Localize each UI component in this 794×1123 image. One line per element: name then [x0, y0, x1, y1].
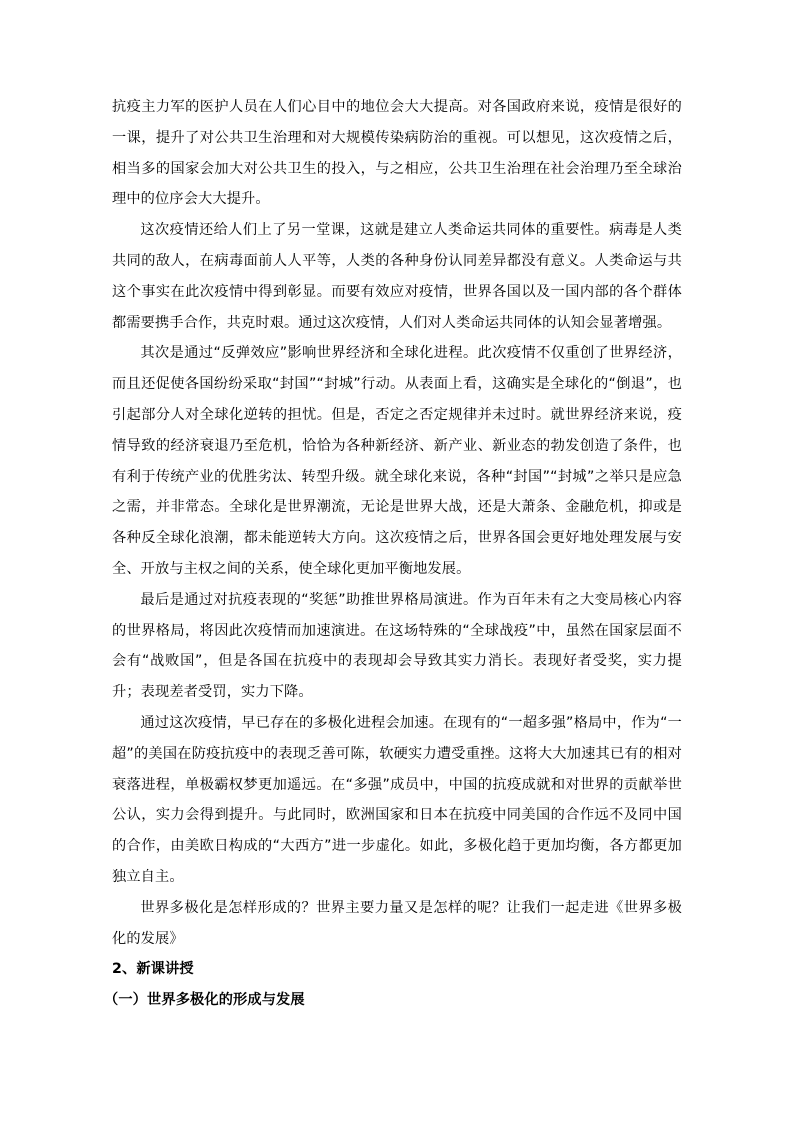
paragraph-3: 其次是通过“反弹效应”影响世界经济和全球化进程。此次疫情不仅重创了世界经济，而且还促使各国纷纷采取“封国”“封城”行动。从表面上看，这确实是全球化的“倒退”，也引起部分人对全球化逆转的担忧。但是，否定之否定规律并未过时。就世界经济来说，疫情导致的经济衰退乃至危机，恰恰为各种新经济、新产业、新业态的勃发创造了条件，也有利于传统产业的优胜劣汰、转型升级。就全球化来说，各种“封国”“封城”之举只是应急之需，并非常态。全球化是世界潮流，无论是世界大战，还是大萧条、金融危机，抑或是各种反全球化浪潮，都未能逆转大方向。这次疫情之后，世界各国会更好地处理发展与安全、开放与主权之间的关系，使全球化更加平衡地发展。 [112, 345, 682, 577]
section-heading: 2、新课讲授 [112, 961, 194, 978]
paragraph-5: 通过这次疫情，早已存在的多极化进程会加速。在现有的“一超多强”格局中，作为“一超”的美国在防疫抗疫中的表现乏善可陈，软硬实力遭受重挫。这将大大加速其已有的相对衰落进程，单极霸权梦更加遥远。在“多强”成员中，中国的抗疫成就和对世界的贡献举世公认，实力会得到提升。与此同时，欧洲国家和日本在抗疫中同美国的合作远不及同中国的合作，由美欧日构成的“大西方”进一步虚化。如此，多极化趋于更加均衡，各方都更加独立自主。 [112, 714, 682, 885]
paragraph-1: 抗疫主力军的医护人员在人们心目中的地位会大大提高。对各国政府来说，疫情是很好的一课，提升了对公共卫生治理和对大规模传染病防治的重视。可以想见，这次疫情之后，相当多的国家会加大对公共卫生的投入，与之相应，公共卫生治理在社会治理乃至全球治理中的位序会大大提升。 [112, 99, 682, 208]
paragraph-2: 这次疫情还给人们上了另一堂课，这就是建立人类命运共同体的重要性。病毒是人类共同的敌人，在病毒面前人人平等，人类的各种身份认同差异都没有意义。人类命运与共这个事实在此次疫情中得到彰显。而要有效应对疫情，世界各国以及一国内部的各个群体都需要携手合作，共克时艰。通过这次疫情，人们对人类命运共同体的认知会显著增强。 [112, 222, 682, 331]
paragraph-6: 世界多极化是怎样形成的？世界主要力量又是怎样的呢？让我们一起走进《世界多极化的发展》 [112, 899, 682, 947]
subsection-heading: （一）世界多极化的形成与发展 [104, 992, 305, 1009]
paragraph-4: 最后是通过对抗疫表现的“奖惩”助推世界格局演进。作为百年未有之大变局核心内容的世界格局，将因此次疫情而加速演进。在这场特殊的“全球战疫”中，虽然在国家层面不会有“战败国”，但是各国在抗疫中的表现却会导致其实力消长。表现好者受奖，实力提升；表现差者受罚，实力下降。 [112, 591, 682, 701]
